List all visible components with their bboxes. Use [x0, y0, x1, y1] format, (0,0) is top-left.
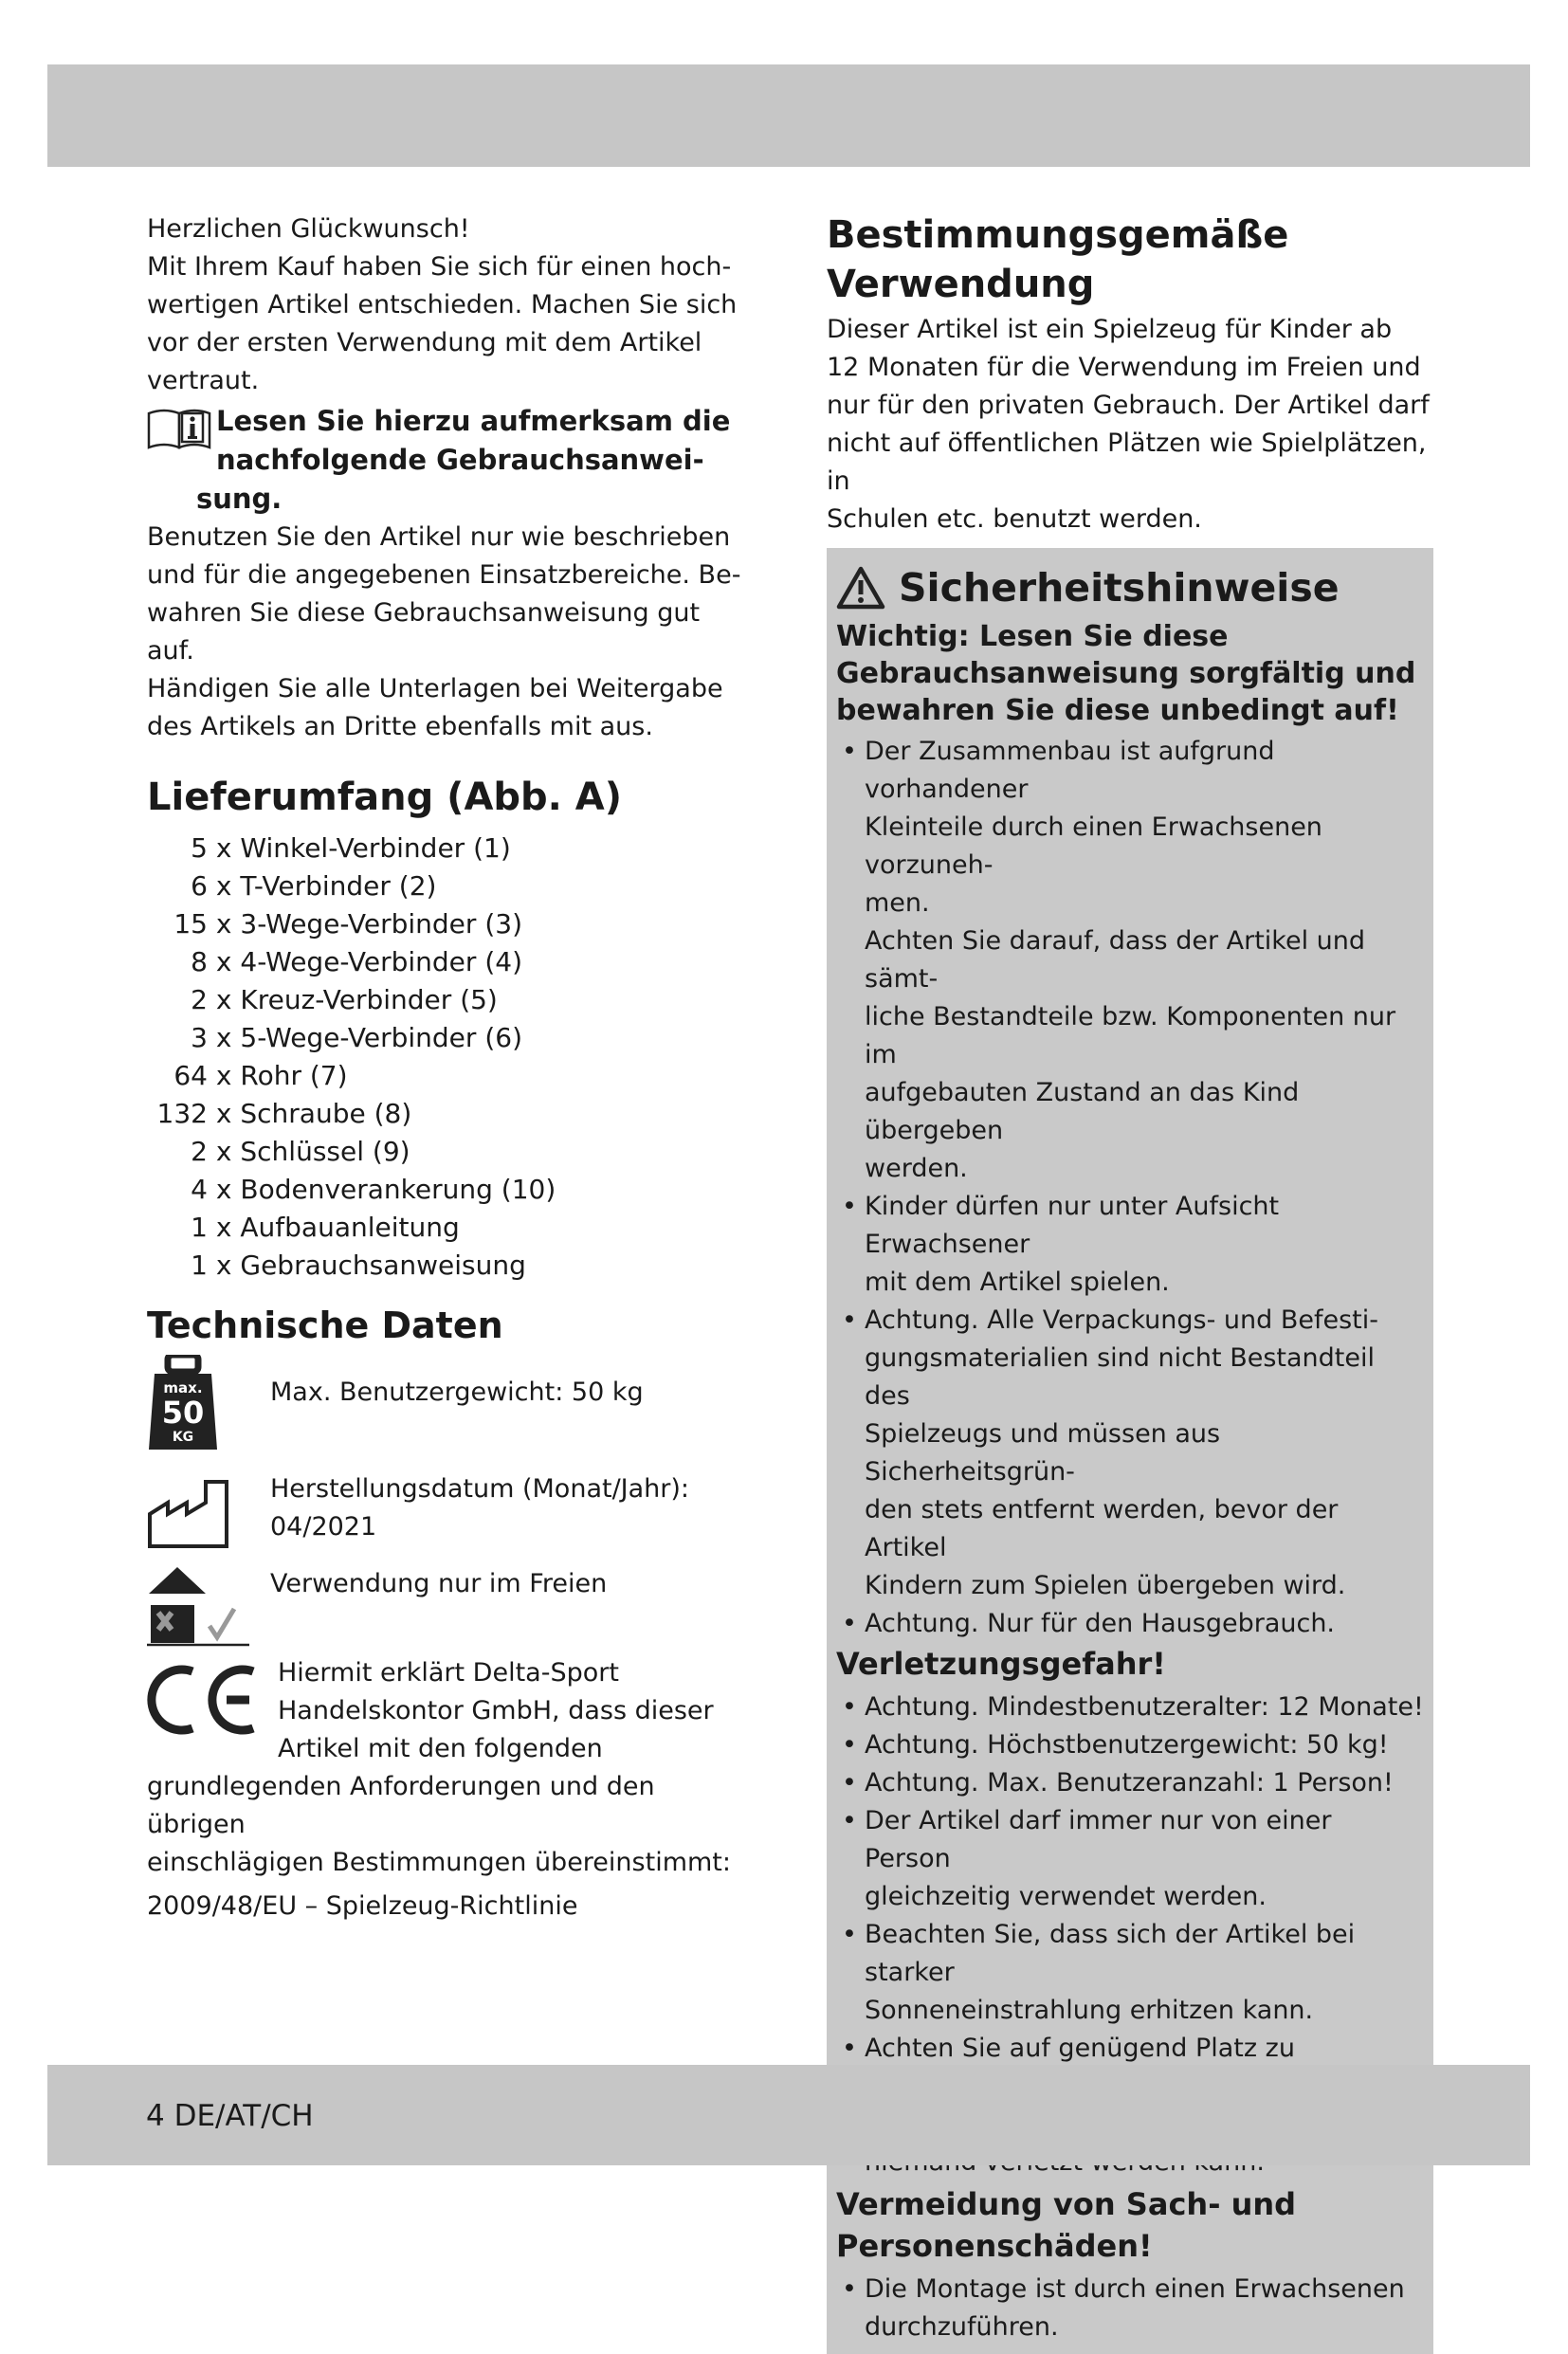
tech-outdoor-row [147, 1560, 754, 1651]
usage-line: Benutzen Sie den Artikel nur wie beschrieben [147, 522, 731, 552]
supply-qty: 1 [191, 1250, 208, 1281]
factory-icon [147, 1474, 242, 1550]
injury-bullet: • Achtung. Max. Benutzeranzahl: 1 Person! [836, 1764, 1424, 1802]
supply-item [147, 830, 754, 867]
ce-line: Handelskontor GmbH, dass dieser [278, 1696, 714, 1725]
supply-label: x 4-Wege-Verbinder (4) [215, 946, 522, 977]
supply-item [147, 1209, 754, 1247]
max-weight-icon [147, 1355, 219, 1451]
supply-item [147, 981, 754, 1019]
supply-list [147, 830, 754, 1285]
intended-use-line: 12 Monaten für die Verwendung im Freien und [827, 353, 1421, 382]
injury-bullet: • Beachten Sie, dass sich der Artikel bei starker Sonneneinstrahlung erhitzen kann. [836, 1916, 1424, 2030]
safety-title [836, 561, 1424, 614]
ce-continuation: grundlegenden Anforderungen und den übrigen [147, 1772, 655, 1839]
safety-bullet-list [836, 733, 1424, 1643]
supply-item [147, 943, 754, 981]
greeting: Herzlichen Glückwunsch! [147, 214, 470, 244]
usage-line: und für die angegebenen Einsatzbereiche. Be- [147, 560, 741, 590]
manufacture-value: 04/2021 [270, 1512, 377, 1542]
safety-title-text: Sicherheitshinweise [899, 565, 1340, 611]
supply-qty: 132 [156, 1098, 208, 1129]
injury-bullet: • Achtung. Höchstbenutzergewicht: 50 kg! [836, 1726, 1424, 1764]
injury-bullet: • Achten Sie auf genügend Platz zu [836, 2030, 1424, 2181]
weight-icon-unit-text: KG [172, 1430, 194, 1445]
header-band [47, 64, 1530, 167]
intended-use-line: Dieser Artikel ist ein Spielzeug für Kinder ab [827, 315, 1393, 344]
damage-bullet-list [836, 2271, 1424, 2346]
supply-qty: 6 [191, 870, 208, 902]
damage-heading: Personenschäden! [836, 2228, 1153, 2264]
ce-continuation: einschlägigen Bestimmungen übereinstimmt: [147, 1848, 731, 1877]
supply-label: x Gebrauchsanweisung [215, 1250, 526, 1281]
supply-label: x Kreuz-Verbinder (5) [215, 984, 498, 1015]
supply-qty: 2 [191, 1136, 208, 1167]
tech-weight-row [147, 1355, 754, 1457]
safety-bullet: • Kinder dürfen nur unter Aufsicht Erwachsener mit dem Artikel spielen. [836, 1188, 1424, 1302]
supply-item [147, 905, 754, 943]
usage-line: wahren Sie diese Gebrauchsanweisung gut auf. [147, 598, 701, 666]
ce-line: Hiermit erklärt Delta-Sport [278, 1658, 619, 1688]
right-column [827, 210, 1433, 2354]
supply-label: x 5-Wege-Verbinder (6) [215, 1022, 522, 1053]
supply-label: x Bodenverankerung (10) [215, 1174, 556, 1205]
usage-line: des Artikels an Dritte ebenfalls mit aus. [147, 712, 653, 741]
safety-important-line: Wichtig: Lesen Sie diese [836, 620, 1229, 653]
open-book-info-icon [147, 406, 211, 449]
supply-qty: 2 [191, 984, 208, 1015]
supply-item [147, 1171, 754, 1209]
footer-band [47, 2065, 1530, 2165]
intended-use-line: Schulen etc. benutzt werden. [827, 504, 1202, 534]
intro-line: Mit Ihrem Kauf haben Sie sich für einen hoch- [147, 252, 732, 282]
outdoor-text: Verwendung nur im Freien [270, 1569, 608, 1598]
usage-line: Händigen Sie alle Unterlagen bei Weitergabe [147, 674, 723, 703]
safety-important-line: bewahren Sie diese unbedingt auf! [836, 694, 1399, 727]
weight-icon-value-text: 50 [161, 1395, 205, 1431]
supply-qty: 3 [191, 1022, 208, 1053]
supply-label: x Rohr (7) [215, 1060, 348, 1091]
read-instructions-note [147, 402, 754, 519]
injury-bullet: • Achtung. Mindestbenutzeralter: 12 Monate! [836, 1688, 1424, 1726]
supply-heading: Lieferumfang (Abb. A) [147, 776, 623, 819]
supply-label: x Winkel-Verbinder (1) [215, 832, 511, 864]
safety-important-line: Gebrauchsanweisung sorgfältig und [836, 657, 1416, 690]
supply-item [147, 1019, 754, 1057]
supply-label: x Aufbauanleitung [215, 1212, 460, 1243]
supply-qty: 8 [191, 946, 208, 977]
intended-use-line: nur für den privaten Gebrauch. Der Artikel darf [827, 391, 1430, 420]
supply-qty: 5 [191, 832, 208, 864]
injury-bullet: • Der Artikel darf immer nur von einer Person gleichzeitig verwendet werden. [836, 1802, 1424, 1916]
intro-line: wertigen Artikel entschieden. Machen Sie sich [147, 290, 738, 319]
ce-mark-icon [147, 1664, 261, 1736]
info-line: sung. [196, 483, 283, 515]
supply-item [147, 1095, 754, 1133]
supply-label: x Schlüssel (9) [215, 1136, 410, 1167]
tech-manufacture-row [147, 1465, 754, 1560]
directive-text: 2009/48/EU – Spielzeug-Richtlinie [147, 1891, 578, 1921]
outdoor-only-icon [147, 1563, 251, 1647]
tech-ce-row [147, 1654, 754, 1768]
intended-use-heading: Verwendung [827, 263, 1095, 306]
info-line: Lesen Sie hierzu aufmerksam die [216, 405, 731, 437]
supply-qty: 64 [173, 1060, 208, 1091]
intended-use-heading: Bestimmungsgemäße [827, 213, 1289, 257]
intended-use-line: nicht auf öffentlichen Plätzen wie Spielplätzen, in [827, 429, 1427, 496]
max-weight-text: Max. Benutzergewicht: 50 kg [270, 1378, 644, 1407]
supply-label: x Schraube (8) [215, 1098, 412, 1129]
info-line: nachfolgende Gebrauchsanwei- [216, 444, 704, 476]
safety-bullet: • Der Zusammenbau ist aufgrund vorhandener Kleinteile durch einen Erwachsenen vorzuneh- men. Achten Sie darauf, dass der Artikel und sämt- liche Bestandteile bzw. Komponenten nur im aufgebauten Zustand an das Kind übergeben werden. [836, 733, 1424, 1188]
manufacture-label: Herstellungsdatum (Monat/Jahr): [270, 1474, 690, 1504]
supply-qty: 4 [191, 1174, 208, 1205]
damage-heading: Vermeidung von Sach- und [836, 2186, 1297, 2222]
tech-heading: Technische Daten [147, 1305, 503, 1346]
damage-bullet: • Die Montage ist durch einen Erwachsenen durchzuführen. [836, 2271, 1424, 2346]
ce-line: Artikel mit den folgenden [278, 1734, 603, 1763]
supply-label: x 3-Wege-Verbinder (3) [215, 908, 522, 940]
supply-item [147, 1057, 754, 1095]
intro-line: vertraut. [147, 366, 260, 395]
intro-line: vor der ersten Verwendung mit dem Artikel [147, 328, 702, 357]
supply-qty: 15 [173, 908, 208, 940]
safety-bullet: • Achtung. Alle Verpackungs- und Befesti- gungsmaterialien sind nicht Bestandteil des Spielzeugs und müssen aus Sicherheitsgrün- den stets entfernt werden, bevor der Artikel Kindern zum Spielen übergeben wird. [836, 1302, 1424, 1605]
weight-icon-top-text: max. [163, 1379, 203, 1396]
supply-item [147, 1133, 754, 1171]
supply-label: x T-Verbinder (2) [215, 870, 437, 902]
supply-item [147, 867, 754, 905]
supply-item [147, 1247, 754, 1285]
safety-bullet: • Achtung. Nur für den Hausgebrauch. [836, 1605, 1424, 1643]
injury-heading: Verletzungsgefahr! [836, 1646, 1166, 1682]
page-number: 4 DE/AT/CH [146, 2099, 314, 2133]
left-column [147, 210, 754, 1925]
warning-triangle-icon [836, 566, 885, 610]
supply-qty: 1 [191, 1212, 208, 1243]
